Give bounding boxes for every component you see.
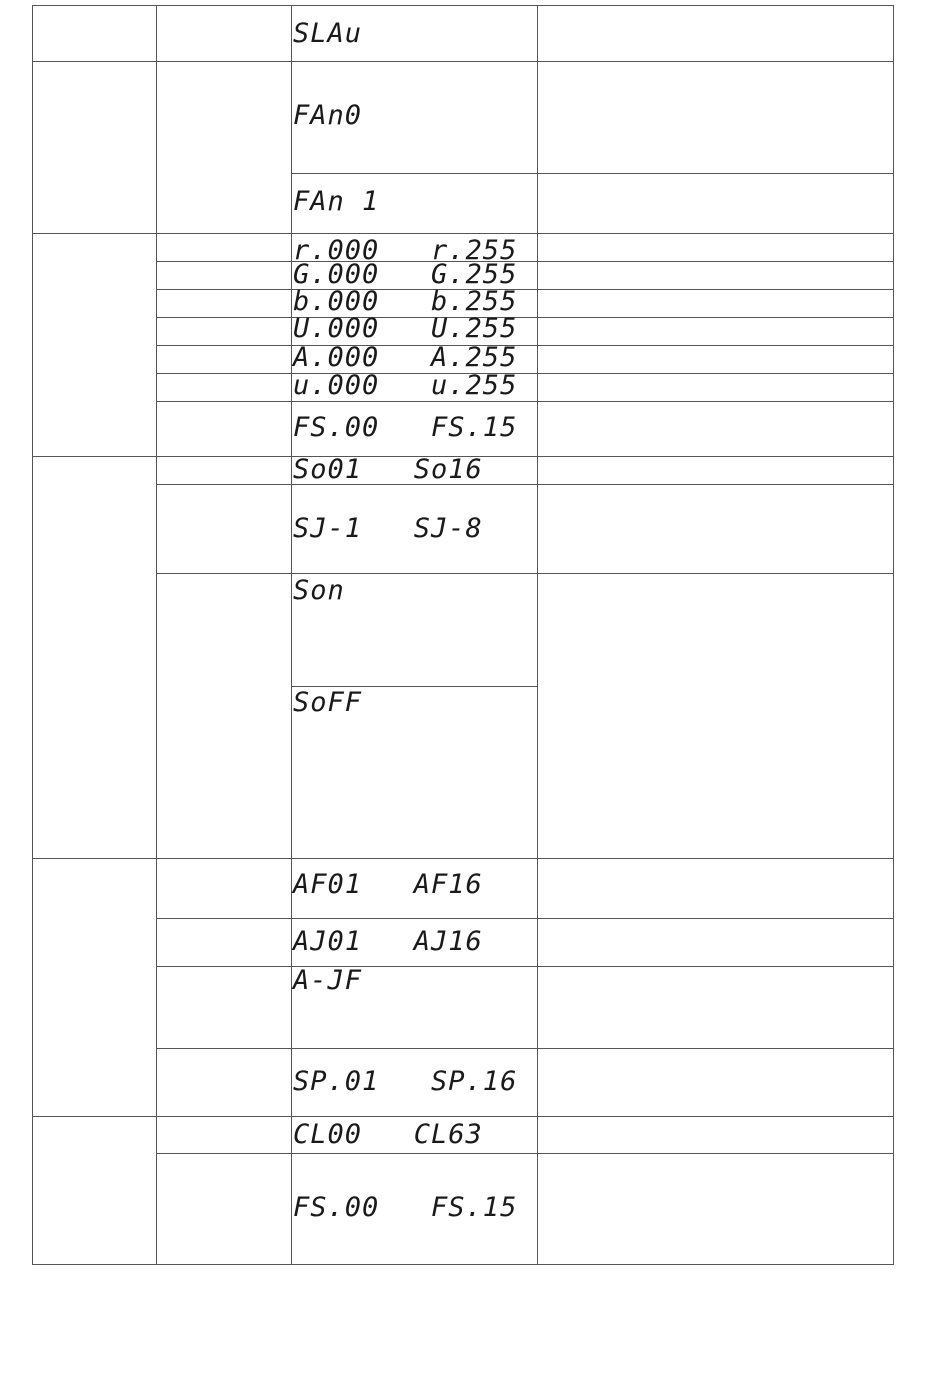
display-fan1: FAn 1: [293, 186, 380, 217]
display-codes: [291, 18, 517, 1223]
display-uv-range: U.000 U.255: [293, 313, 518, 344]
display-aj-range: AJ01 AJ16: [293, 926, 483, 957]
display-a-jf: A-JF: [293, 965, 363, 996]
display-sound-range: So01 So16: [293, 454, 483, 485]
display-son: Son: [293, 575, 345, 606]
display-strobe-range-2: FS.00 FS.15: [293, 1192, 518, 1223]
display-fan0: FAn0: [293, 100, 363, 131]
display-strobe-range: FS.00 FS.15: [293, 412, 518, 443]
display-amber-range: A.000 A.255: [293, 342, 518, 373]
display-slau: SLAu: [293, 18, 363, 49]
display-blue-range: b.000 b.255: [293, 286, 518, 317]
display-af-range: AF01 AF16: [293, 869, 483, 900]
display-speed-range: SP.01 SP.16: [293, 1066, 518, 1097]
display-green-range: G.000 G.255: [293, 259, 518, 290]
display-sj-range: SJ-1 SJ-8: [293, 513, 483, 544]
display-red-range: r.000 r.255: [293, 235, 518, 266]
display-color-range: CL00 CL63: [293, 1119, 483, 1150]
display-white-range: u.000 u.255: [293, 370, 518, 401]
display-soff: SoFF: [293, 687, 363, 718]
